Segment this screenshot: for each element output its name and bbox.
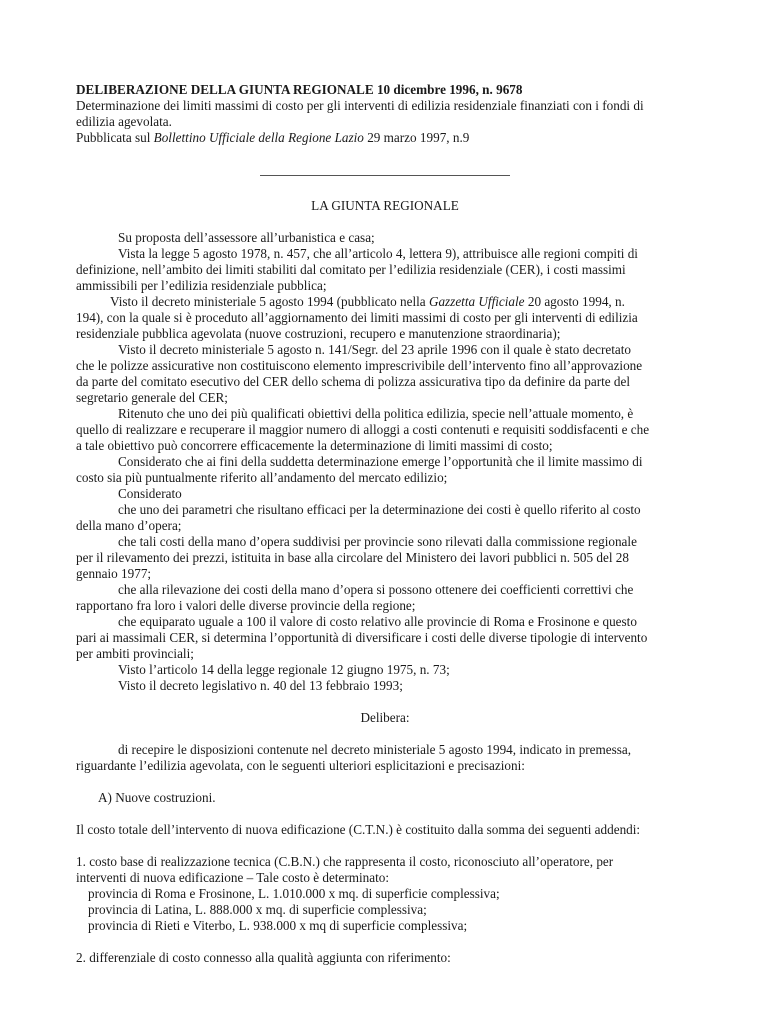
paragraph-line: che tali costi della mano d’opera suddivisi per provincie sono rilevati dalla commissione regionale (118, 534, 637, 549)
publication-name: Bollettino Ufficiale della Regione Lazio (153, 130, 364, 145)
province-cost-line: provincia di Rieti e Viterbo, L. 938.000 x mq di superficie complessiva; (88, 918, 468, 933)
paragraph-line: Su proposta dell’assessore all’urbanistica e casa; (118, 230, 375, 245)
province-cost-line: provincia di Latina, L. 888.000 x mq. di superficie complessiva; (88, 902, 427, 917)
document-subtitle-line-2: edilizia agevolata. (76, 114, 172, 129)
list-item: 2. differenziale di costo connesso alla qualità aggiunta con riferimento: (76, 950, 451, 965)
paragraph-line: che equiparato uguale a 100 il valore di costo relativo alle provincie di Roma e Frosinone e questo (118, 614, 637, 629)
paragraph-line: rapportano fra loro i valori delle diverse provincie della regione; (76, 598, 416, 613)
paragraph-line: ammissibili per l’edilizia residenziale pubblica; (76, 278, 327, 293)
separator-rule (260, 175, 510, 176)
document-title: DELIBERAZIONE DELLA GIUNTA REGIONALE 10 dicembre 1996, n. 9678 (76, 82, 523, 97)
delibera-heading: Delibera: (360, 710, 410, 725)
paragraph-line: che alla rilevazione dei costi della mano d’opera si possono ottenere dei coefficienti correttivi che (118, 582, 634, 597)
publication-line (76, 130, 698, 146)
paragraph-line: costo sia più puntualmente riferito all’andamento del mercato edilizio; (76, 470, 448, 485)
paragraph-line: Ritenuto che uno dei più qualificati obiettivi della politica edilizia, specie nell’attuale momento, è (118, 406, 634, 421)
paragraph-line: per ambiti provinciali; (76, 646, 194, 661)
paragraph-line: pari ai massimali CER, si determina l’opportunità di diversificare i costi delle diverse tipologie di intervento (76, 630, 648, 645)
text-fragment: Visto il decreto ministeriale 5 agosto 1994 (pubblicato nella (110, 294, 429, 309)
paragraph-line: Vista la legge 5 agosto 1978, n. 457, che all’articolo 4, lettera 9), attribuisce alle regioni compiti di (118, 246, 638, 261)
paragraph-line: a tale obiettivo può concorrere efficacemente la determinazione di limiti massimi di costo; (76, 438, 553, 453)
text-fragment: 20 agosto 1994, n. (524, 294, 625, 309)
paragraph-line: che le polizze assicurative non costituiscono elemento imprescrivibile dell’intervento fino all’approvazione (76, 358, 643, 373)
paragraph-line: Il costo totale dell’intervento di nuova edificazione (C.T.N.) è costituito dalla somma dei seguenti addendi: (76, 822, 641, 837)
list-item-line: interventi di nuova edificazione – Tale costo è determinato: (76, 870, 390, 885)
paragraph-line: segretario generale del CER; (76, 390, 228, 405)
paragraph-line: gennaio 1977; (76, 566, 152, 581)
publication-date: 29 marzo 1997, n.9 (363, 130, 470, 145)
paragraph-line: Considerato (118, 486, 182, 501)
section-heading: LA GIUNTA REGIONALE (311, 198, 459, 213)
paragraph-line: per il rilevamento dei prezzi, istituita in base alla circolare del Ministero dei lavori pubblici n. 505 del 28 (76, 550, 629, 565)
paragraph-line: quello di realizzare e recuperare il maggior numero di alloggi a costi contenuti e requisiti soddisfacenti e che (76, 422, 650, 437)
paragraph-line: che uno dei parametri che risultano efficaci per la determinazione dei costi è quello riferito al costo (118, 502, 641, 517)
paragraph-line: riguardante l’edilizia agevolata, con le seguenti ulteriori esplicitazioni e precisazioni: (76, 758, 525, 773)
province-cost-line: provincia di Roma e Frosinone, L. 1.010.000 x mq. di superficie complessiva; (88, 886, 500, 901)
paragraph-line: residenziale pubblica agevolata (nuove costruzioni, recupero e manutenzione straordinaria); (76, 326, 561, 341)
paragraph-line: Visto l’articolo 14 della legge regionale 12 giugno 1975, n. 73; (118, 662, 450, 677)
document-subtitle-line-1: Determinazione dei limiti massimi di costo per gli interventi di edilizia residenziale finanziati con i fondi di (76, 98, 644, 113)
paragraph-line: 194), con la quale si è proceduto all’aggiornamento dei limiti massimi di costo per gli interventi di edilizia (76, 310, 638, 325)
paragraph-line (110, 294, 732, 310)
paragraph-line: Visto il decreto ministeriale 5 agosto n. 141/Segr. del 23 aprile 1996 con il quale è stato decretato (118, 342, 632, 357)
list-item: 1. costo base di realizzazione tecnica (C.B.N.) che rappresenta il costo, riconosciuto all’operatore, per (76, 854, 614, 869)
paragraph-line: da parte del comitato esecutivo del CER dello schema di polizza assicurativa tipo da definire da parte del (76, 374, 631, 389)
gazette-name: Gazzetta Ufficiale (428, 294, 525, 309)
paragraph-line: della mano d’opera; (76, 518, 182, 533)
paragraph-line: Considerato che ai fini della suddetta determinazione emerge l’opportunità che il limite massimo di (118, 454, 643, 469)
paragraph-line: Visto il decreto legislativo n. 40 del 13 febbraio 1993; (118, 678, 403, 693)
section-a-heading: A) Nuove costruzioni. (98, 790, 216, 805)
paragraph-line: definizione, nell’ambito dei limiti stabiliti dal comitato per l’edilizia residenziale (CER), i costi massimi (76, 262, 626, 277)
publication-prefix: Pubblicata sul (76, 130, 154, 145)
paragraph-line: di recepire le disposizioni contenute nel decreto ministeriale 5 agosto 1994, indicato in premessa, (118, 742, 632, 757)
